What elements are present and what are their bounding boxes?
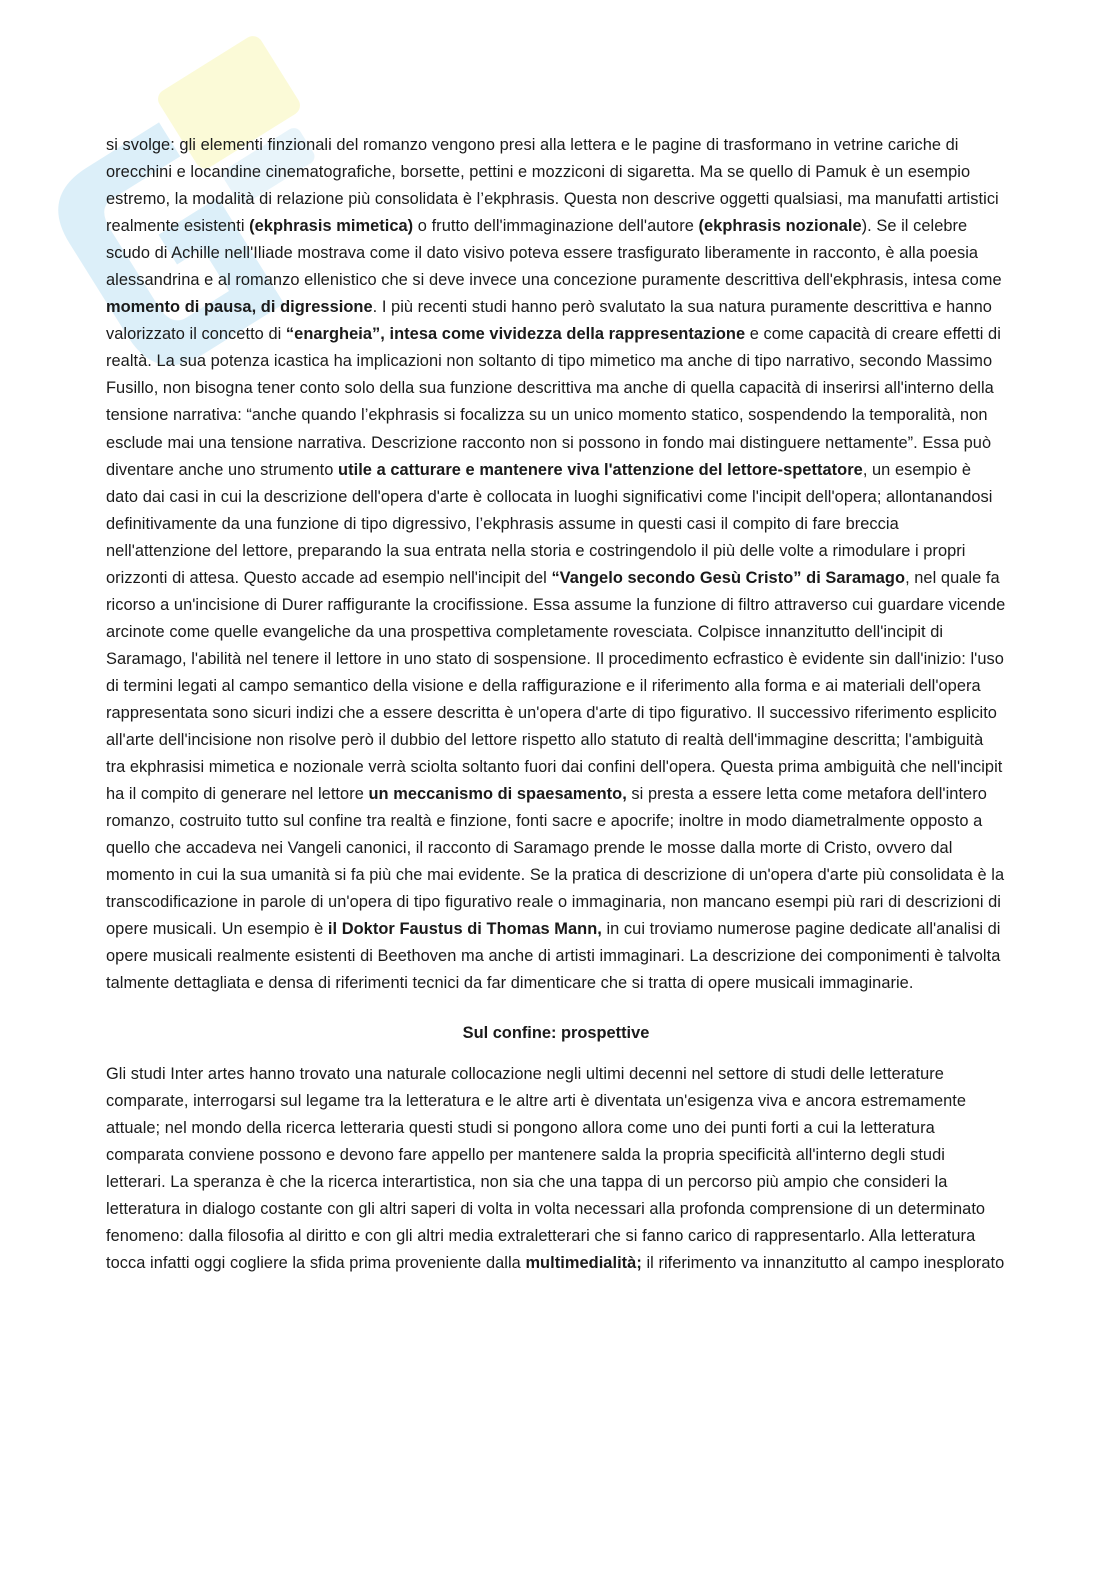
bold-run: “enargheia”, intesa come vividezza della rappresentazione <box>285 325 746 344</box>
bold-run: il Doktor Faustus di Thomas Mann, <box>327 920 602 939</box>
text-run: si svolge: gli elementi finzionali del romanzo vengono presi alla lettera e le pagine di trasformano in vetrine cariche di orecchini e locandine cinematografiche, borsette, pettini e mozziconi di sigaretta. Ma se quello di Pamuk è un esempio estremo, la modalità di relazione più consolidata è l’ekphrasis. Questa non descrive oggetti qualsiasi, ma manufatti artistici realmente esistenti <box>106 136 999 236</box>
body-paragraph-1 <box>106 132 1006 998</box>
text-run: , nel quale fa ricorso a un'incisione di Durer raffigurante la crocifissione. Essa assume la funzione di filtro attraverso cui guardare vicende arcinote come quelle evangeliche da una prospettiva completamente rovesciata. Colpisce innanzitutto dell'incipit di Saramago, l'abilità nel tenere il lettore in uno stato di sospensione. Il procedimento ecfrastico è evidente sin dall'inizio: l'uso di termini legati al campo semantico della visione e della raffigurazione e il riferimento alla forma e ai materiali dell'opera rappresentata sono sicuri indizi che a essere descritta è un'opera d'arte di tipo figurativo. Il successivo riferimento esplicito all'arte dell'incisione non risolve però il dubbio del lettore rispetto allo statuto di realtà dell'immagine descritta; l'ambiguità tra ekphrasisi mimetica e nozionale verrà sciolta soltanto fuori dai confini dell'opera. Questa prima ambiguità che nell'incipit ha il compito di generare nel lettore <box>106 568 1006 804</box>
bold-run: (ekphrasis mimetica) <box>249 217 414 236</box>
text-run: il riferimento va innanzitutto al campo inesplorato <box>641 1253 1005 1272</box>
body-paragraph-2 <box>106 1061 1006 1277</box>
text-run: o frutto dell'immaginazione dell'autore <box>413 217 699 236</box>
text-run: ). Se il celebre scudo di Achille nell'Iliade mostrava come il dato visivo poteva essere trasfigurato liberamente in racconto, è alla poesia alessandrina e al romanzo ellenistico che si deve invece una concezione puramente descrittiva dell'ekphrasis, intesa come <box>106 217 1002 290</box>
text-run: , un esempio è dato dai casi in cui la descrizione dell'opera d'arte è collocata in luoghi significativi come l'incipit dell'opera; allontanandosi definitivamente da una funzione di tipo digressivo, l’ekphrasis assume in questi casi il compito di fare breccia nell'attenzione del lettore, preparando la sua entrata nella storia e costringendolo il più delle volte a rimodulare i propri orizzonti di attesa. Questo accade ad esempio nell'incipit del <box>106 460 993 587</box>
bold-run: un meccanismo di spaesamento, <box>368 785 627 804</box>
bold-run: (ekphrasis nozionale <box>698 217 862 236</box>
document-body <box>106 132 1006 1277</box>
bold-run: “Vangelo secondo Gesù Cristo” di Saramago <box>551 568 906 587</box>
section-heading: Sul confine: prospettive <box>462 1023 650 1042</box>
text-run: Gli studi Inter artes hanno trovato una naturale collocazione negli ultimi decenni nel settore di studi delle letterature comparate, interrogarsi sul legame tra la letteratura e le altre arti è diventata un'esigenza viva e ancora estremamente attuale; nel mondo della ricerca letteraria questi studi si pongono allora come uno dei punti forti a cui la letteratura comparata conviene possono e devono fare appello per mantenere salda la propria specificità all'interno degli studi letterari. La speranza è che la ricerca interartistica, non sia che una tappa di un percorso più ampio che consideri la letteratura in dialogo costante con gli altri saperi di volta in volta necessari alla profonda comprensione di un determinato fenomeno: dalla filosofia al diritto e con gli altri media extraletterari che si fanno carico di rappresentarlo. Alla letteratura tocca infatti oggi cogliere la sfida prima proveniente dalla <box>106 1064 986 1272</box>
bold-run: utile a catturare e mantenere viva l'attenzione del lettore-spettatore <box>338 460 863 479</box>
text-run: e come capacità di creare effetti di realtà. La sua potenza icastica ha implicazioni non soltanto di tipo mimetico ma anche di tipo narrativo, secondo Massimo Fusillo, non bisogna tener conto solo della sua funzione descrittiva ma anche di quella capacità di inserirsi all'interno della tensione narrativa: “anche quando l’ekphrasis si focalizza su un unico momento statico, sospendendo la temporalità, non esclude mai una tensione narrativa. Descrizione racconto non si possono in fondo mai distinguere nettamente”. Essa può diventare anche uno strumento <box>106 325 1001 479</box>
text-run: in cui troviamo numerose pagine dedicate all'analisi di opere musicali realmente esistenti di Beethoven ma anche di artisti immaginari. La descrizione dei componimenti è talvolta talmente dettagliata e densa di riferimenti tecnici da far dimenticare che si tratta di opere musicali immaginarie. <box>106 920 1001 993</box>
text-run: . I più recenti studi hanno però svalutato la sua natura puramente descrittiva e hanno valorizzato il concetto di <box>106 298 992 344</box>
bold-run: momento di pausa, di digressione <box>106 298 373 317</box>
bold-run: multimedialità; <box>525 1253 642 1272</box>
text-run: si presta a essere letta come metafora dell'intero romanzo, costruito tutto sul confine tra realtà e finzione, fonti sacre e apocrife; inoltre in modo diametralmente opposto a quello che accadeva nei Vangeli canonici, il racconto di Saramago prende le mosse dalla morte di Cristo, ovvero dal momento in cui la sua umanità si fa più che mai evidente. Se la pratica di descrizione di un'opera d'arte più consolidata è la transcodificazione in parole di un'opera di tipo figurativo reale o immaginaria, non mancano esempi più rari di descrizioni di opere musicali. Un esempio è <box>106 785 1005 939</box>
